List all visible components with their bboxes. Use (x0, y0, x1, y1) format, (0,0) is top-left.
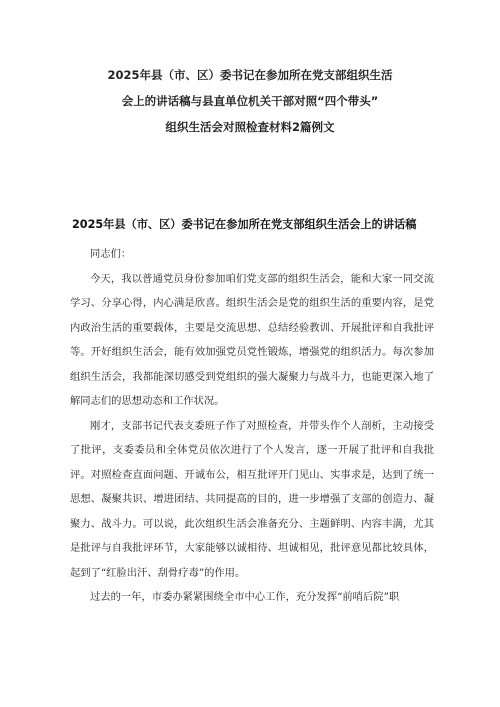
cover-title (40, 62, 460, 140)
cover-title-line: 2025年县（市、区）委书记在参加所在党支部组织生活 (107, 68, 393, 82)
section-heading: 2025年县（市、区）委书记在参加所在党支部组织生活会上的讲话稿 (72, 218, 417, 231)
paragraph: 今天，我以普通党员身份参加咱们党支部的组织生活会，能和大家一同交流学习、分享心得，内心满是欣喜。组织生活会是党的组织生活的重要内容，是党内政治生活的重要载体，主要是交流思想、总结经验教训、开展批评和自我批评等。开好组织生活会，能有效加强党员党性锻炼，增强党的组织活力。每次参加组织生活会，我都能深切感受到党组织的强大凝聚力与战斗力，也能更深入地了解同志们的思想动态和工作状况。 (70, 272, 434, 407)
salutation: 同志们： (90, 248, 132, 260)
body-text (70, 242, 434, 610)
paragraph: 刚才，支部书记代表支委班子作了对照检查，并带头作个人剖析，主动接受了批评，支委委员和全体党员依次进行了个人发言，逐一开展了批评和自我批评。对照检查直面问题、开诚布公，相互批评开门见山、实事求是，达到了统一思想、凝聚共识、增进团结、共同提高的目的，进一步增强了支部的创造力、凝聚力、战斗力。可以说，此次组织生活会准备充分、主题鲜明、内容丰满，尤其是批评与自我批评环节，大家能够以诚相待、坦诚相见，批评意见都比较具体，起到了“红脸出汗、刮骨疗毒”的作用。 (70, 419, 434, 579)
paragraph: 过去的一年，市委办紧紧围绕全市中心工作，充分发挥“前哨后院”职 (90, 591, 400, 603)
cover-title-line: 组织生活会对照检查材料2篇例文 (165, 120, 335, 134)
cover-title-line: 会上的讲话稿与县直单位机关干部对照“四个带头” (121, 94, 379, 108)
